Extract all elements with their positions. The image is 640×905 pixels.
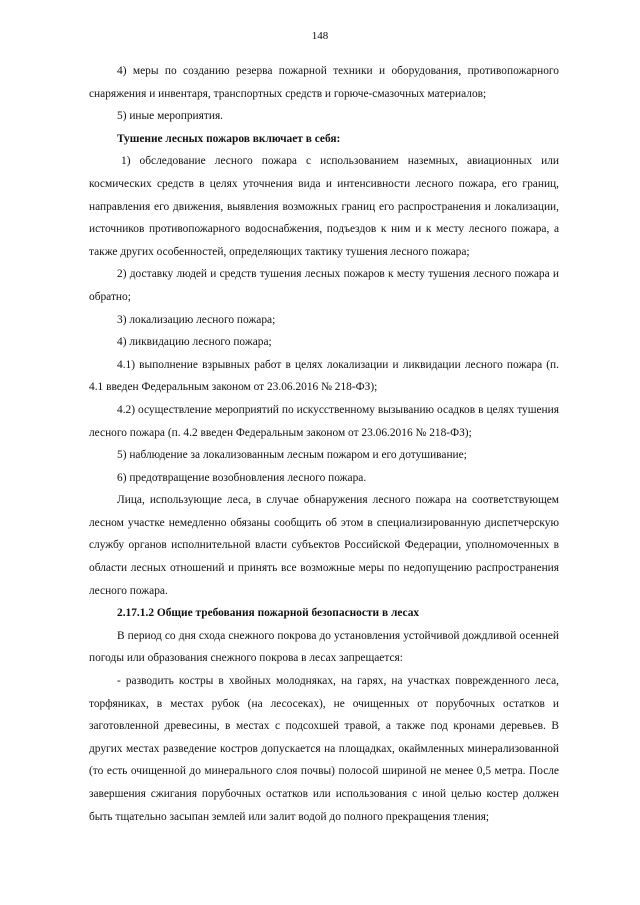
section-heading: Тушение лесных пожаров включает в себя: [117, 132, 341, 145]
paragraph: 4) меры по созданию резерва пожарной техники и оборудования, противопожарного снаряжения и инвентаря, транспортных средств и горюче-смазочных материалов; [89, 65, 559, 100]
paragraph: 4.2) осуществление мероприятий по искусственному вызыванию осадков в целях тушения лесного пожара (п. 4.2 введен Федеральным законом от 23.06.2016 № 218-ФЗ); [89, 403, 559, 439]
paragraph: 2) доставку людей и средств тушения лесных пожаров к месту тушения лесного пожара и обратно; [89, 268, 559, 303]
paragraph: Лица, использующие леса, в случае обнаружения лесного пожара на соответствующем лесном участке немедленно обязаны сообщить об этом в специализированную диспетчерскую службу органов исполнительной власти субъектов Российской Федерации, уполномоченных в области лесных отношений и принять все возможные меры по недопущению распространения лесного пожара. [89, 494, 559, 597]
page-number: 148 [311, 30, 329, 42]
paragraph: - разводить костры в хвойных молодняках, на гарях, на участках поврежденного леса, торфяниках, в местах рубок (на лесосеках), не очищенных от порубочных остатков и заготовленной древесины, в местах с подсохшей травой, а также под кронами деревьев. В других местах разведение костров допускается на площадках, окаймленных минерализованной (то есть очищенной до минерального слоя почвы) полосой шириной не менее 0,5 метра. После завершения сжигания порубочных остатков или использования с иной целью костер должен быть тщательно засыпан землей или залит водой до полного прекращения тления; [89, 675, 559, 823]
paragraph: 4) ликвидацию лесного пожара; [117, 336, 272, 349]
paragraph: 5) иные мероприятия. [117, 110, 224, 123]
paragraph: 4.1) выполнение взрывных работ в целях локализации и ликвидации лесного пожара (п. 4.1 введен Федеральным законом от 23.06.2016 № 218-ФЗ); [89, 358, 559, 394]
paragraph: 1) обследование лесного пожара с использованием наземных, авиационных или космических средств в целях уточнения вида и интенсивности лесного пожара, его границ, направления его движения, выявления возможных границ его распространения и локализации, источников противопожарного водоснабжения, подъездов к ним и к месту лесного пожара, а также других особенностей, определяющих тактику тушения лесного пожара; [89, 155, 559, 258]
document-body [89, 60, 559, 828]
paragraph: 5) наблюдение за локализованным лесным пожаром и его дотушивание; [117, 449, 467, 462]
section-heading: 2.17.1.2 Общие требования пожарной безопасности в лесах [117, 607, 420, 620]
paragraph: 3) локализацию лесного пожара; [117, 313, 276, 326]
paragraph: 6) предотвращение возобновления лесного пожара. [117, 471, 367, 484]
paragraph: В период со дня схода снежного покрова до установления устойчивой дождливой осенней погоды или образования снежного покрова в лесах запрещается: [89, 629, 559, 665]
